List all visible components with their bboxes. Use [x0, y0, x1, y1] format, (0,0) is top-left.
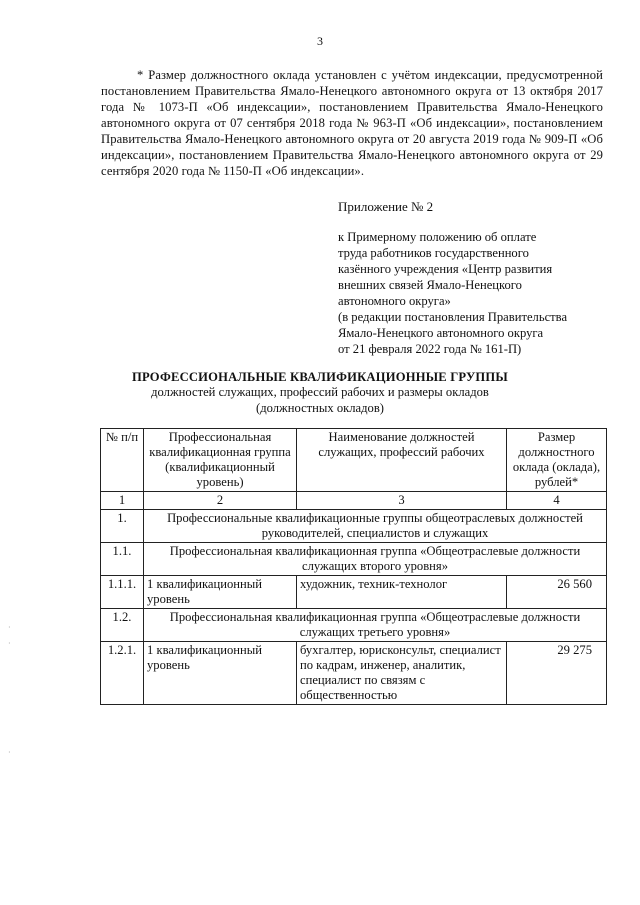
group-heading: Профессиональная квалификационная группа «Общеотраслевые должности служащих третьего уровня»: [144, 609, 607, 642]
row-number: 1.: [101, 510, 144, 543]
group-heading: Профессиональная квалификационная группа «Общеотраслевые должности служащих второго уровня»: [144, 543, 607, 576]
margin-mark: ·: [8, 748, 11, 757]
table-header-row: [101, 429, 607, 492]
salary-value: 26 560: [507, 576, 607, 609]
header-positions: Наименование должностей служащих, профессий рабочих: [297, 429, 507, 492]
col-number-3: 3: [297, 492, 507, 510]
table-row: [101, 543, 607, 576]
qualification-level: 1 квалификационный уровень: [144, 576, 297, 609]
col-number-4: 4: [507, 492, 607, 510]
document-subtitle: [0, 384, 640, 416]
header-group: Профессиональная квалификационная группа (квалификационный уровень): [144, 429, 297, 492]
position-names: художник, техник-технолог: [297, 576, 507, 609]
row-number: 1.2.: [101, 609, 144, 642]
position-names: бухгалтер, юрисконсульт, специалист по кадрам, инженер, аналитик, специалист по связям с общественностью: [297, 642, 507, 705]
row-number: 1.1.: [101, 543, 144, 576]
column-number-row: [101, 492, 607, 510]
appendix-reference: к Примерному положению об оплате труда работников государственного казённого учреждения «Центр развития внешних связей Ямало-Ненецкого автономного округа» (в редакции постановления Правительства Ямало-Ненецкого автономного округа от 21 февраля 2022 года № 161-П): [338, 230, 568, 356]
table-row: [101, 609, 607, 642]
page-number: 3: [317, 34, 323, 48]
document-title: ПРОФЕССИОНАЛЬНЫЕ КВАЛИФИКАЦИОННЫЕ ГРУППЫ: [131, 370, 508, 384]
table-row: [101, 642, 607, 705]
salary-table: [100, 428, 607, 705]
row-number: 1.1.1.: [101, 576, 144, 609]
col-number-1: 1: [101, 492, 144, 510]
row-number: 1.2.1.: [101, 642, 144, 705]
margin-mark: · ·: [8, 623, 11, 648]
salary-footnote: * Размер должностного оклада установлен с учётом индексации, предусмотренной постановлением Правительства Ямало-Ненецкого автономного округа от 13 октября 2017 года № 1073-П «Об индексации», постановлением Правительства Ямало-Ненецкого автономного округа от 07 сентября 2018 года № 963-П «Об индексации», постановлением Правительства Ямало-Ненецкого автономного округа от 20 августа 2019 года № 909-П «Об индексации», постановлением Правительства Ямало-Ненецкого автономного округа от 29 сентября 2020 года № 1150-П «Об индексации».: [101, 68, 603, 178]
header-salary: Размер должностного оклада (оклада), рублей*: [507, 429, 607, 492]
table-row: [101, 576, 607, 609]
col-number-2: 2: [144, 492, 297, 510]
subtitle-line-2: (должностных окладов): [256, 401, 384, 415]
appendix-number: Приложение № 2: [338, 199, 434, 214]
header-number: № п/п: [101, 429, 144, 492]
table-row: [101, 510, 607, 543]
subtitle-line-1: должностей служащих, профессий рабочих и размеры окладов: [151, 385, 489, 399]
salary-value: 29 275: [507, 642, 607, 705]
qualification-level: 1 квалификационный уровень: [144, 642, 297, 705]
group-heading: Профессиональные квалификационные группы общеотраслевых должностей руководителей, специалистов и служащих: [144, 510, 607, 543]
